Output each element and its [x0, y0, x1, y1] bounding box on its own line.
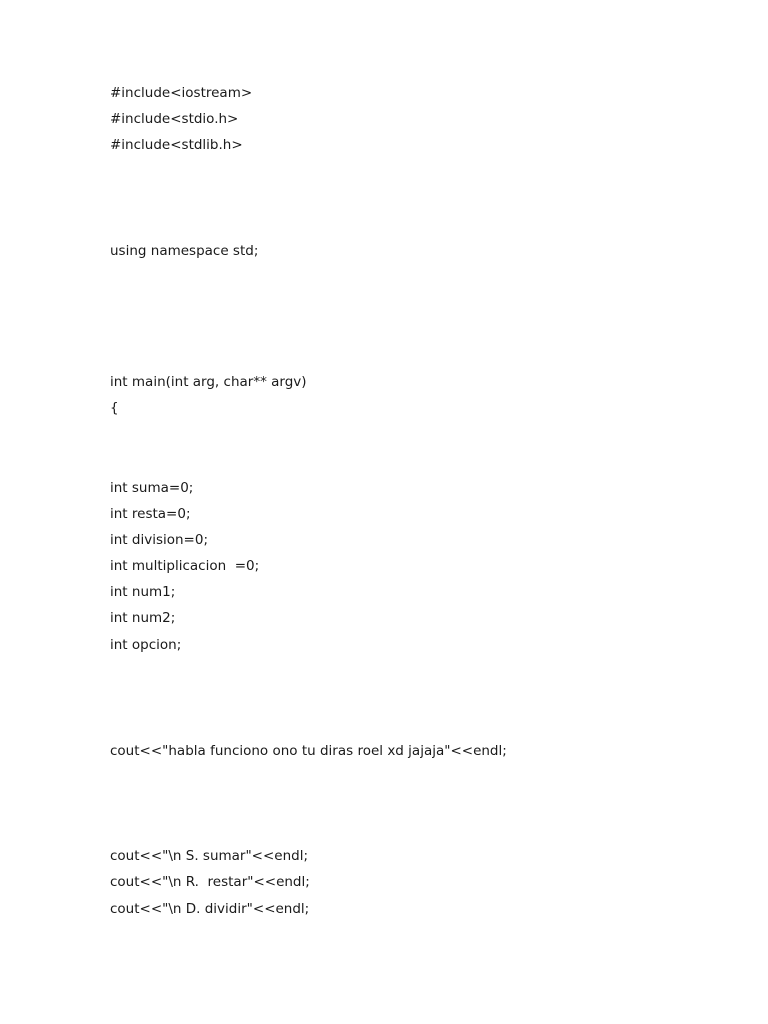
code-line-using-namespace: using namespace std; — [110, 243, 259, 259]
code-line-cout-greeting: cout<<"habla funciono ono tu diras roel xd jajaja"<<endl; — [110, 743, 507, 759]
code-line-resta: int resta=0; — [110, 506, 191, 522]
code-line-division: int division=0; — [110, 532, 209, 548]
code-line-include-stdlib: #include<stdlib.h> — [110, 137, 243, 153]
code-line-cout-restar: cout<<"\n R. restar"<<endl; — [110, 874, 310, 890]
code-line-multiplicacion: int multiplicacion =0; — [110, 558, 260, 574]
code-line-suma: int suma=0; — [110, 480, 194, 496]
code-line-include-stdio: #include<stdio.h> — [110, 111, 239, 127]
code-line-cout-sumar: cout<<"\n S. sumar"<<endl; — [110, 848, 309, 864]
code-line-include-iostream: #include<iostream> — [110, 85, 253, 101]
code-line-open-brace: { — [110, 400, 119, 416]
code-line-main-signature: int main(int arg, char** argv) — [110, 374, 307, 390]
code-line-opcion: int opcion; — [110, 637, 182, 653]
code-line-cout-dividir: cout<<"\n D. dividir"<<endl; — [110, 901, 310, 917]
code-line-num1: int num1; — [110, 584, 176, 600]
code-line-num2: int num2; — [110, 610, 176, 626]
